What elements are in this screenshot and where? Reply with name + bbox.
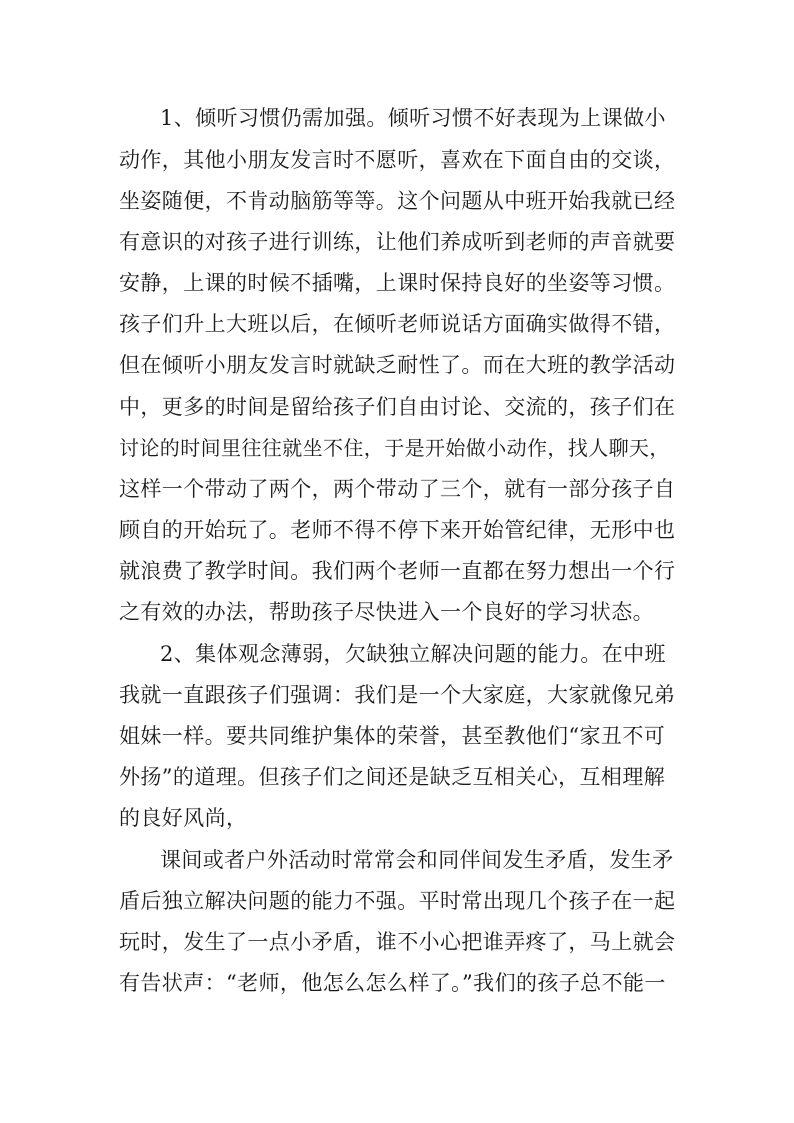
paragraph-1-line-5: 安静，上课的时候不插嘴，上课时保持良好的坐姿等习惯。 xyxy=(119,271,676,295)
paragraph-2-line-3: 姐妹一样。要共同维护集体的荣誉，甚至教他们“家丑不可 xyxy=(119,724,666,748)
paragraph-1-line-3: 坐姿随便，不肯动脑筋等等。这个问题从中班开始我就已经 xyxy=(119,189,676,213)
paragraph-2-line-5: 的良好风尚， xyxy=(119,806,248,830)
paragraph-1-line-12: 就浪费了教学时间。我们两个老师一直都在努力想出一个行 xyxy=(119,559,676,583)
paragraph-3-line-2: 盾后独立解决问题的能力不强。平时常出现几个孩子在一起 xyxy=(119,889,676,913)
paragraph-3-line-3: 玩时，发生了一点小矛盾，谁不小心把谁弄疼了，马上就会 xyxy=(119,930,676,954)
paragraph-1-line-13: 之有效的办法，帮助孩子尽快进入一个良好的学习状态。 xyxy=(119,600,654,624)
paragraph-1-line-1: 1、倾听习惯仍需加强。倾听习惯不好表现为上课做小 xyxy=(160,106,666,130)
paragraph-2-line-1: 2、集体观念薄弱，欠缺独立解决问题的能力。在中班 xyxy=(160,642,666,666)
paragraph-1-line-9: 讨论的时间里往往就坐不住，于是开始做小动作，找人聊天， xyxy=(119,436,670,460)
paragraph-2-line-4: 外扬”的道理。但孩子们之间还是缺乏互相关心，互相理解 xyxy=(119,765,666,789)
paragraph-1-line-2: 动作，其他小朋友发言时不愿听，喜欢在下面自由的交谈， xyxy=(119,148,676,172)
paragraph-3-line-1: 课间或者户外活动时常常会和同伴间发生矛盾，发生矛 xyxy=(160,848,674,872)
paragraph-1-line-10: 这样一个带动了两个，两个带动了三个，就有一部分孩子自 xyxy=(119,477,676,501)
paragraph-1-line-4: 有意识的对孩子进行训练，让他们养成听到老师的声音就要 xyxy=(119,230,676,254)
paragraph-1-line-11: 顾自的开始玩了。老师不得不停下来开始管纪律，无形中也 xyxy=(119,518,676,542)
paragraph-1-line-7: 但在倾听小朋友发言时就缺乏耐性了。而在大班的教学活动 xyxy=(119,353,676,377)
paragraph-2-line-2: 我就一直跟孩子们强调：我们是一个大家庭，大家就像兄弟 xyxy=(119,683,676,707)
paragraph-3-line-4: 有告状声：“老师，他怎么怎么样了。”我们的孩子总不能一 xyxy=(119,971,666,995)
paragraph-1-line-6: 孩子们升上大班以后，在倾听老师说话方面确实做得不错， xyxy=(119,312,676,336)
paragraph-1-line-8: 中，更多的时间是留给孩子们自由讨论、交流的，孩子们在 xyxy=(119,395,676,419)
